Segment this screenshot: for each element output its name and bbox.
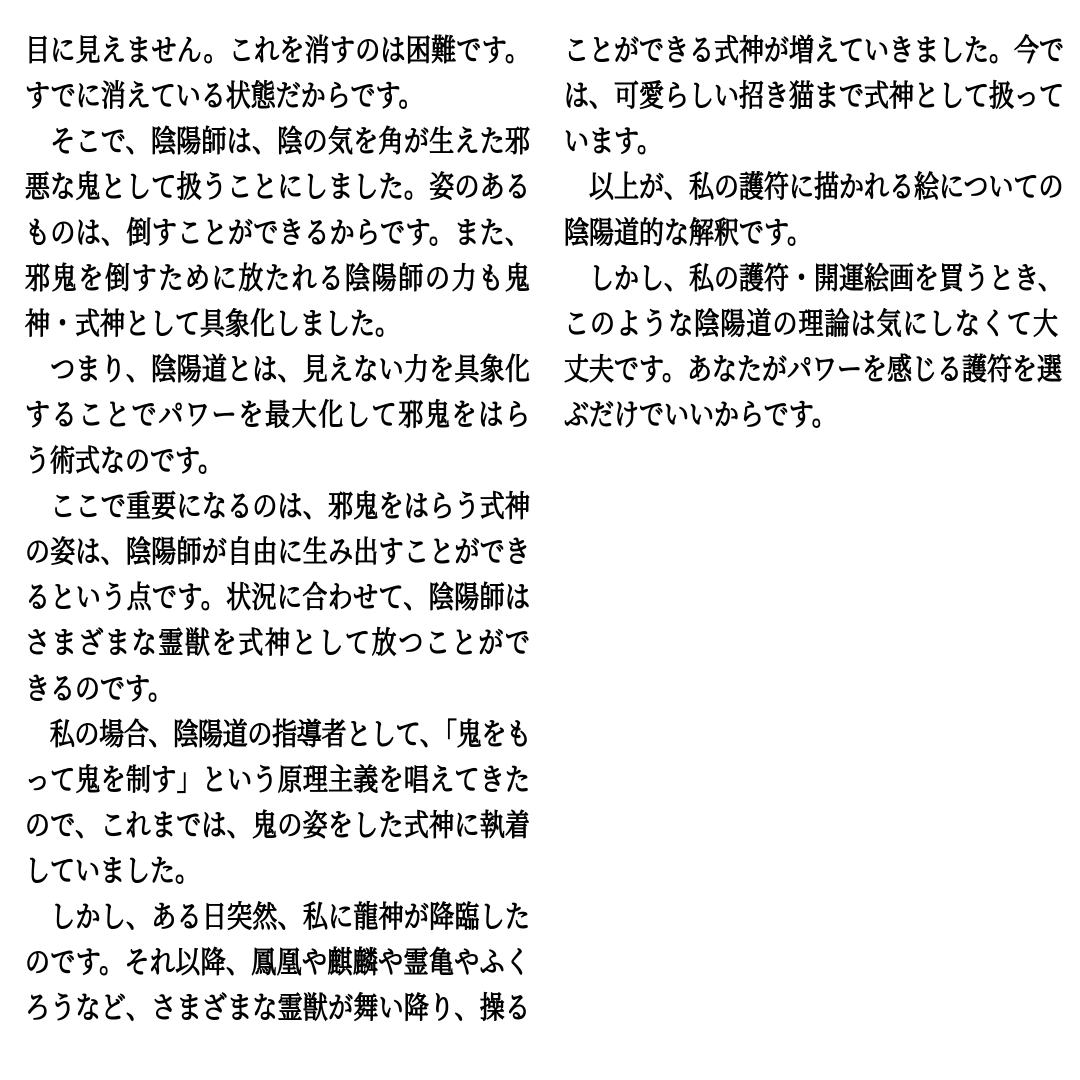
two-column-layout [25, 28, 1080, 1031]
text-line: は、可愛らしい招き猫まで式神として扱って [564, 79, 1065, 114]
text-line: のです。それ以降、鳳凰や麒麟や霊亀やふく [25, 946, 530, 980]
text-line: 陰陽道的な解釈です。 [564, 216, 813, 251]
text-line: 邪鬼を倒すために放たれる陰陽師の力も鬼 [25, 262, 530, 296]
text-scale-wrapper [25, 28, 1080, 1031]
text-line: しかし、ある日突然、私に龍神が降臨した [25, 900, 530, 935]
text-line: ここで重要になるのは、邪鬼をはらう式神 [25, 490, 530, 524]
text-line: う術式なのです。 [25, 444, 224, 479]
text-line: 悪な鬼として扱うことにしました。姿のある [25, 170, 530, 205]
text-column-right [564, 28, 1065, 438]
text-line: ことができる式神が増えていきました。今で [564, 34, 1065, 68]
text-line: することでパワーを最大化して邪鬼をはら [25, 398, 530, 433]
text-line: の姿は、陰陽師が自由に生み出すことができ [25, 535, 530, 570]
text-line: 神・式神として具象化しました。 [25, 307, 401, 342]
text-line: このような陰陽道の理論は気にしなくて大 [564, 307, 1058, 342]
text-line: るという点です。状況に合わせて、陰陽師は [25, 581, 530, 615]
text-line: って鬼を制す」という原理主義を唱えてきた [25, 763, 530, 798]
text-line: しかし、私の護符・開運絵画を買うとき、 [564, 262, 1064, 296]
text-line: さまざまな霊獣を式神として放つことがで [25, 626, 530, 661]
text-line: 目に見えません。これを消すのは困難です。 [25, 34, 530, 68]
text-line: 以上が、私の護符に描かれる絵についての [564, 170, 1064, 205]
text-column-left [25, 28, 530, 1031]
text-line: ぶだけでいいからです。 [564, 398, 837, 433]
text-line: そこで、陰陽師は、陰の気を角が生えた邪 [25, 125, 530, 159]
text-line: 私の場合、陰陽道の指導者として、「鬼をも [25, 718, 530, 752]
text-line: きるのです。 [25, 672, 174, 706]
text-line: すでに消えている状態だからです。 [25, 79, 424, 114]
text-line: つまり、陰陽道とは、見えない力を具象化 [25, 353, 530, 387]
text-line: していました。 [25, 854, 201, 889]
text-line: ろうなど、さまざまな霊獣が舞い降り、操る [25, 991, 530, 1026]
text-line: 丈夫です。あなたがパワーを感じる護符を選 [564, 353, 1063, 387]
text-line: ものは、倒すことができるからです。また、 [25, 216, 530, 251]
text-line: います。 [564, 125, 663, 159]
text-line: ので、これまでは、鬼の姿をした式神に執着 [25, 809, 530, 843]
